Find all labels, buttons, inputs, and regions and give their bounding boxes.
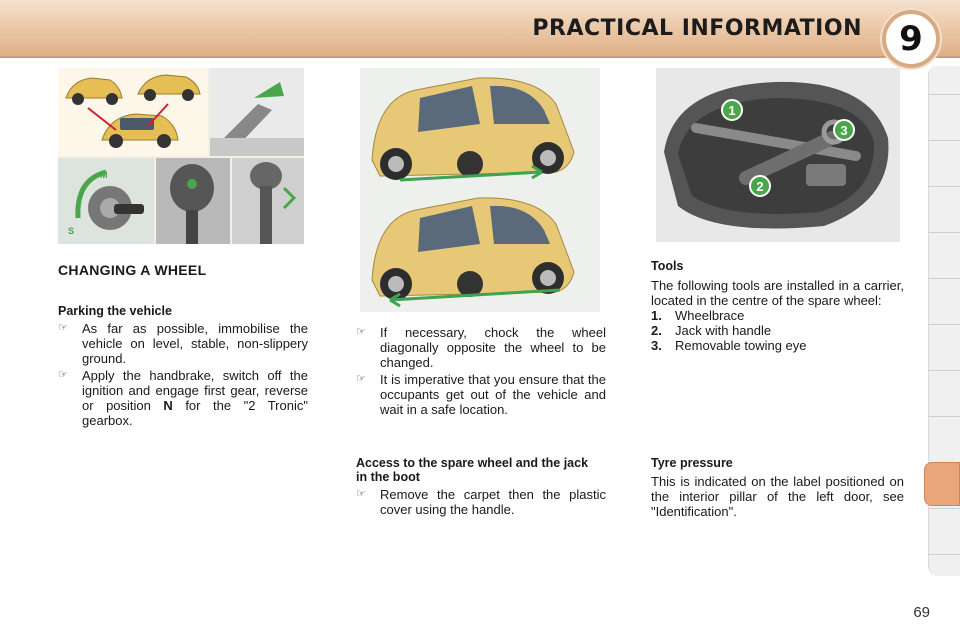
- list-item: ☞ It is imperative that you ensure that the occupants get out of the vehicle and wait in a safe location.: [356, 372, 606, 417]
- pointing-hand-icon: ☞: [356, 488, 366, 500]
- tool-callout-3-icon: [834, 120, 854, 140]
- tyre-pressure-subheading: Tyre pressure: [651, 456, 733, 470]
- parking-instructions: [58, 321, 308, 430]
- tool-callout-2-icon: [750, 176, 770, 196]
- chapter-number: 9: [899, 19, 923, 59]
- list-item: 2. Jack with handle: [651, 323, 772, 338]
- tools-intro: The following tools are installed in a carrier, located in the centre of the spare wheel: 1. Wheelbrace 2. Jack with handle 3. Removable towing eye: [651, 278, 904, 353]
- pointing-hand-icon: ☞: [58, 369, 68, 381]
- parking-subheading: Parking the vehicle: [58, 304, 172, 318]
- pointing-hand-icon: ☞: [356, 373, 366, 385]
- chapter-title: PRACTICAL INFORMATION: [532, 16, 862, 41]
- tools-subheading: Tools: [651, 259, 684, 273]
- ignition-m-label: M: [100, 170, 108, 180]
- pointing-hand-icon: ☞: [58, 322, 68, 334]
- wheel-chock-illustration: [360, 68, 600, 312]
- list-item: ☞ As far as possible, immobilise the vehicle on level, stable, non-slippery ground.: [58, 321, 308, 366]
- list-item: ☞ Apply the handbrake, switch off the ignition and engage first gear, reverse or position N for the "2 Tronic" gearbox.: [58, 368, 308, 428]
- svg-text:2: 2: [756, 179, 764, 194]
- tool-callout-1-icon: [722, 100, 742, 120]
- changing-wheel-heading: CHANGING A WHEEL: [58, 262, 207, 278]
- page-number: 69: [913, 604, 930, 621]
- pointing-hand-icon: ☞: [356, 326, 366, 338]
- parking-illustration: [58, 68, 304, 244]
- active-section-tab[interactable]: [924, 462, 960, 506]
- tyre-pressure-text: This is indicated on the label positioned on the interior pillar of the left door, see "Identification".: [651, 474, 904, 519]
- tools-tray-illustration: [656, 68, 900, 242]
- chock-instructions: [356, 325, 606, 419]
- access-instructions: [356, 487, 606, 519]
- chapter-number-badge: [882, 10, 940, 68]
- svg-text:1: 1: [728, 103, 736, 118]
- access-spare-wheel-subheading: Access to the spare wheel and the jack in the boot: [356, 456, 589, 484]
- svg-text:3: 3: [840, 123, 848, 138]
- gear-position-n: N: [163, 398, 173, 413]
- list-item: ☞ Remove the carpet then the plastic cover using the handle.: [356, 487, 606, 517]
- list-item: ☞ If necessary, chock the wheel diagonally opposite the wheel to be changed.: [356, 325, 606, 370]
- list-item: 3. Removable towing eye: [651, 338, 807, 353]
- ignition-s-label: S: [68, 226, 75, 236]
- page-header: [0, 0, 960, 58]
- list-item: 1. Wheelbrace: [651, 308, 745, 323]
